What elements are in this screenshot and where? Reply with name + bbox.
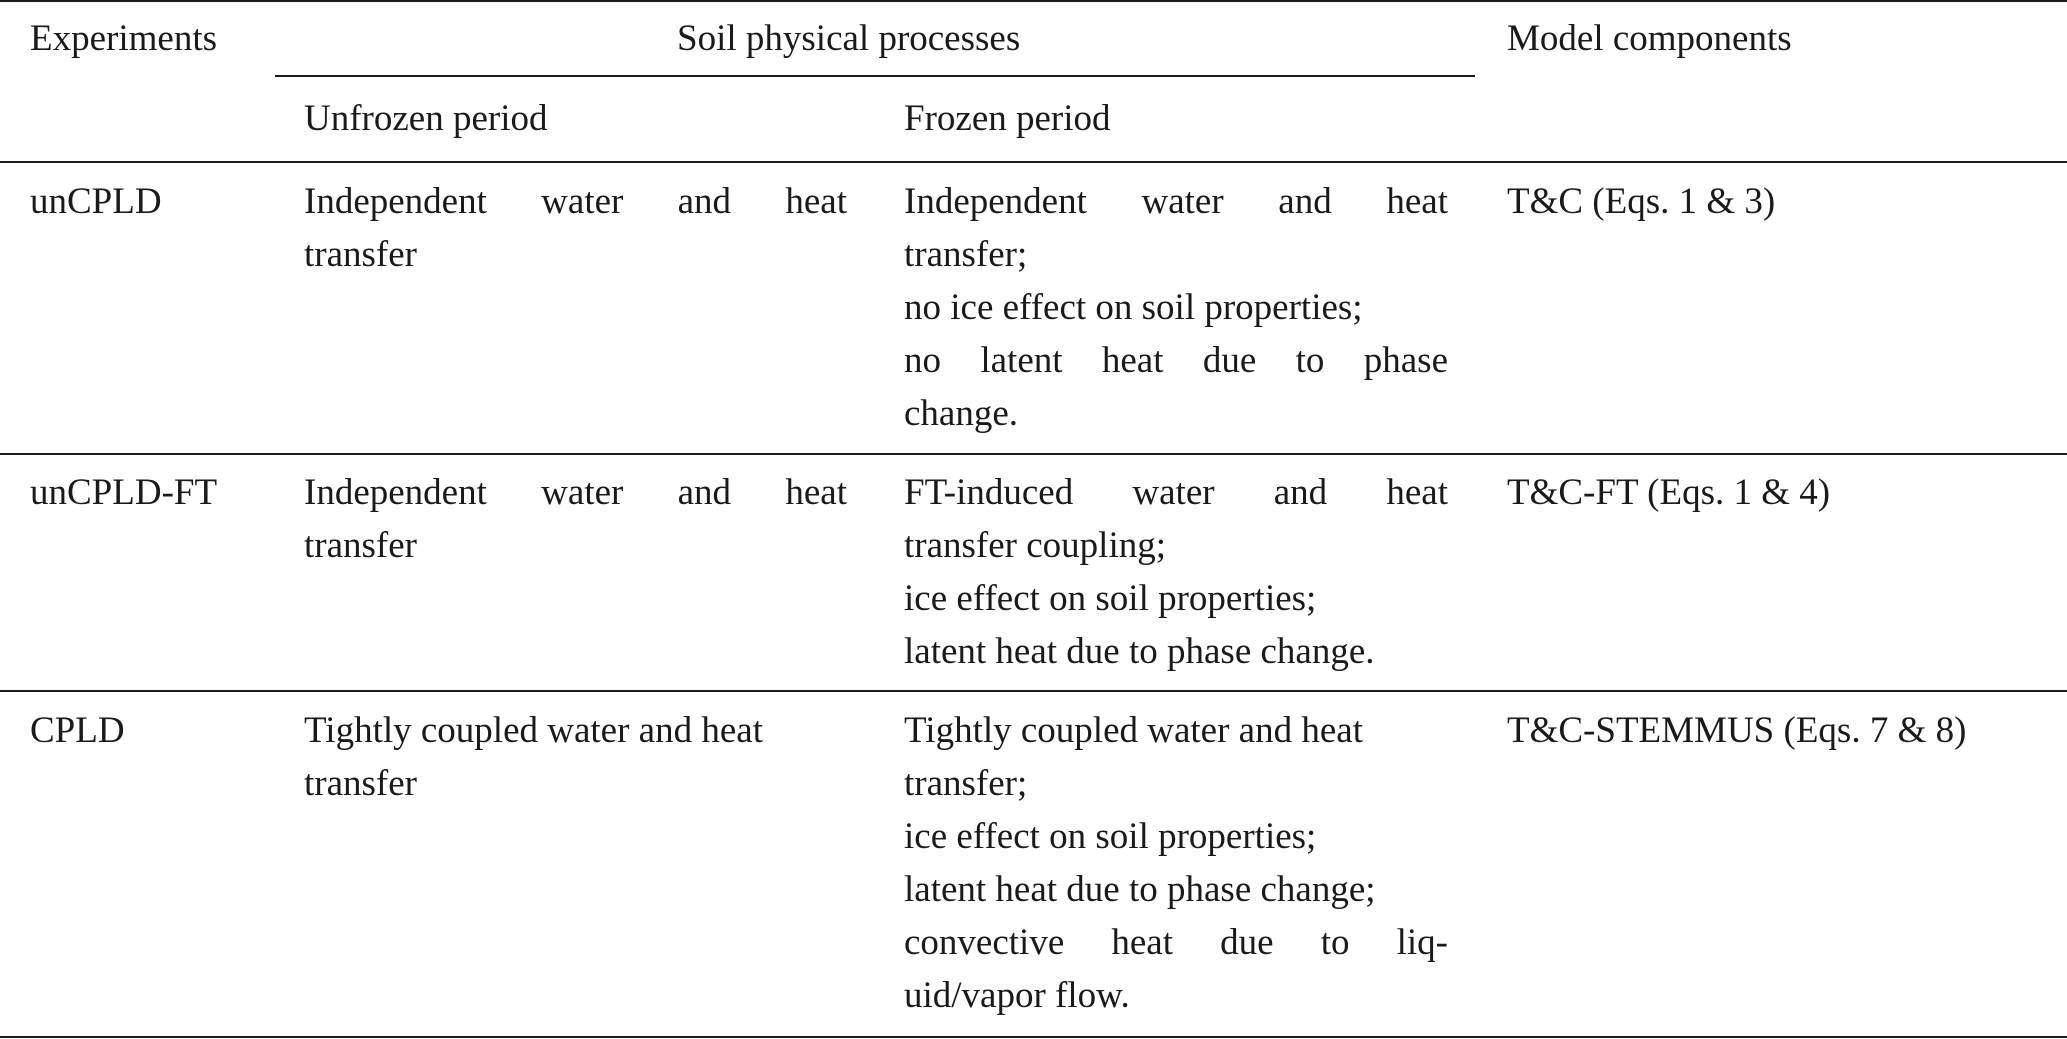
- row-3-frozen-line: convective heat due to liq-: [904, 922, 1448, 963]
- row-2-frozen-line: FT-induced water and heat: [904, 472, 1448, 513]
- row-3-unfrozen-line: Tightly coupled water and heat: [304, 710, 763, 751]
- row-separator-1: [0, 453, 2067, 455]
- row-1-frozen-line: change.: [904, 393, 1019, 434]
- header-bottom-rule: [0, 161, 2067, 163]
- row-1-frozen-line: Independent water and heat: [904, 181, 1448, 222]
- row-3-model: T&C-STEMMUS (Eqs. 7 & 8): [1507, 710, 1967, 751]
- row-1-model: T&C (Eqs. 1 & 3): [1507, 181, 1776, 222]
- row-1-frozen: [904, 175, 1448, 440]
- header-soil-processes: Soil physical processes: [677, 18, 1021, 59]
- row-1-frozen-line: no ice effect on soil properties;: [904, 287, 1363, 328]
- row-2-unfrozen: [304, 466, 847, 572]
- row-separator-2: [0, 690, 2067, 692]
- row-2-frozen-line: latent heat due to phase change.: [904, 631, 1375, 672]
- row-1-unfrozen-line: transfer: [304, 234, 417, 275]
- row-1-unfrozen: [304, 175, 847, 281]
- header-sub-rule: [275, 75, 1475, 77]
- row-2-unfrozen-line: transfer: [304, 525, 417, 566]
- header-unfrozen-period: Unfrozen period: [304, 98, 548, 139]
- header-model-components: Model components: [1507, 18, 1792, 59]
- row-1-experiment: unCPLD: [30, 181, 162, 222]
- row-1-frozen-line: no latent heat due to phase: [904, 340, 1448, 381]
- row-3-frozen-line: uid/vapor flow.: [904, 975, 1130, 1016]
- row-3-frozen: [904, 704, 1448, 1022]
- row-3-frozen-line: Tightly coupled water and heat: [904, 710, 1363, 751]
- row-2-frozen-line: ice effect on soil properties;: [904, 578, 1317, 619]
- header-experiments: Experiments: [30, 18, 218, 59]
- row-2-model: T&C-FT (Eqs. 1 & 4): [1507, 472, 1831, 513]
- top-rule: [0, 0, 2067, 2]
- row-3-unfrozen-line: transfer: [304, 763, 417, 804]
- row-3-frozen-line: transfer;: [904, 763, 1028, 804]
- row-3-frozen-line: ice effect on soil properties;: [904, 816, 1317, 857]
- row-1-unfrozen-line: Independent water and heat: [304, 181, 847, 222]
- row-2-experiment: unCPLD-FT: [30, 472, 218, 513]
- row-3-unfrozen: [304, 704, 847, 810]
- row-2-frozen: [904, 466, 1448, 678]
- row-2-frozen-line: transfer coupling;: [904, 525, 1166, 566]
- row-3-experiment: CPLD: [30, 710, 125, 751]
- row-3-frozen-line: latent heat due to phase change;: [904, 869, 1376, 910]
- row-2-unfrozen-line: Independent water and heat: [304, 472, 847, 513]
- bottom-rule: [0, 1036, 2067, 1038]
- header-frozen-period: Frozen period: [904, 98, 1111, 139]
- row-1-frozen-line: transfer;: [904, 234, 1028, 275]
